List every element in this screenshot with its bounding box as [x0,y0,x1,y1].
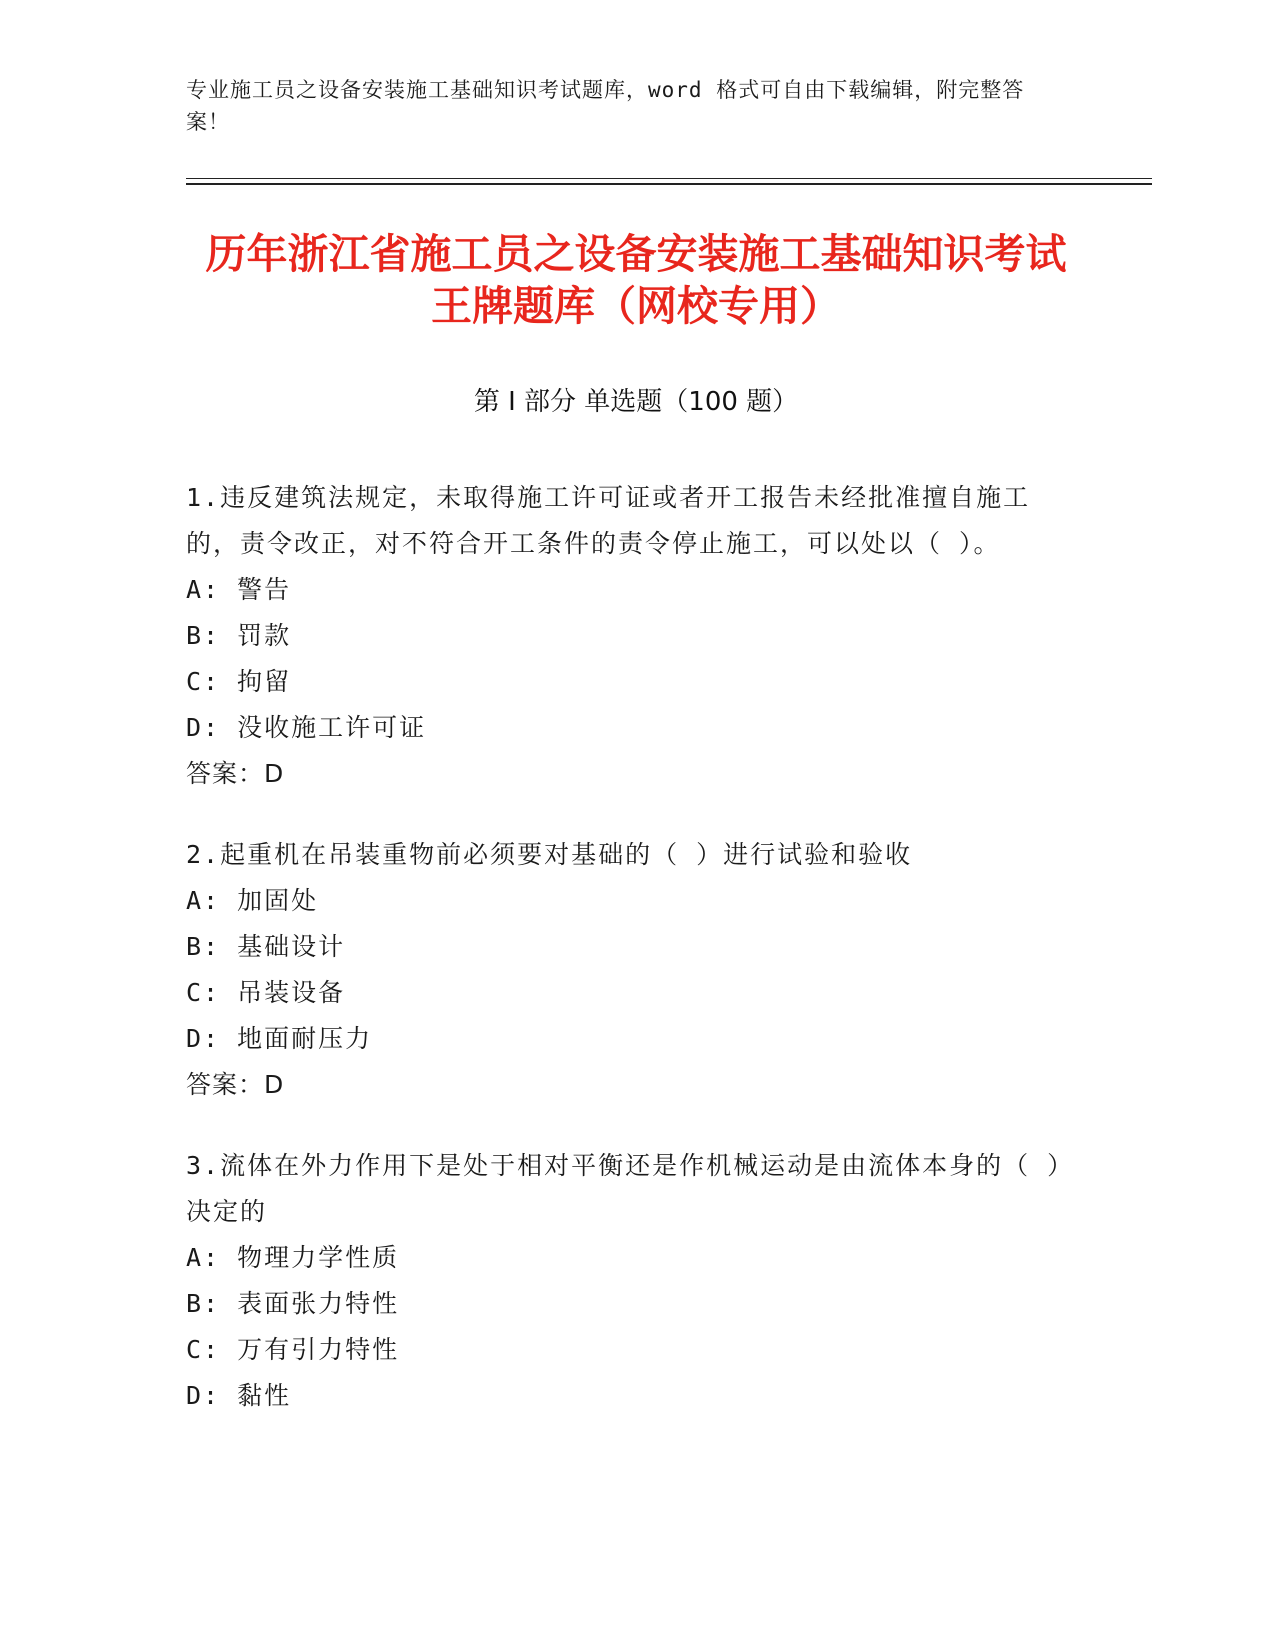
document-title: 历年浙江省施工员之设备安装施工基础知识考试王牌题库（网校专用） [205,230,1067,330]
option-b: B: 罚款 [186,621,292,650]
question-1 [186,475,1066,797]
question-stem: 3.流体在外力作用下是处于相对平衡还是作机械运动是由流体本身的（ ）决定的 [186,1151,1062,1226]
header-note: 专业施工员之设备安装施工基础知识考试题库，word 格式可自由下载编辑，附完整答案！ [186,78,1025,134]
section-title: 第 I 部分 单选题（100 题） [473,387,799,417]
option-a: A: 警告 [186,575,292,604]
question-3 [186,1143,1066,1419]
option-c: C: 拘留 [186,667,292,696]
option-c: C: 吊装设备 [186,978,346,1007]
question-stem: 1.违反建筑法规定，未取得施工许可证或者开工报告未经批准擅自施工的，责令改正，对不符合开工条件的责令停止施工，可以处以（ ）。 [186,483,1031,558]
option-b: B: 基础设计 [186,932,346,961]
question-2 [186,832,1066,1108]
header-divider-thin [186,178,1152,179]
option-d: D: 没收施工许可证 [186,713,427,742]
question-stem: 2.起重机在吊装重物前必须要对基础的（ ）进行试验和验收 [186,840,913,869]
option-d: D: 地面耐压力 [186,1024,373,1053]
option-b: B: 表面张力特性 [186,1289,400,1318]
header-divider-thick [186,183,1152,185]
answer: 答案：D [186,759,285,788]
question-list [186,475,1066,1454]
option-c: C: 万有引力特性 [186,1335,400,1364]
answer: 答案：D [186,1070,285,1099]
option-a: A: 加固处 [186,886,319,915]
option-d: D: 黏性 [186,1381,292,1410]
option-a: A: 物理力学性质 [186,1243,400,1272]
